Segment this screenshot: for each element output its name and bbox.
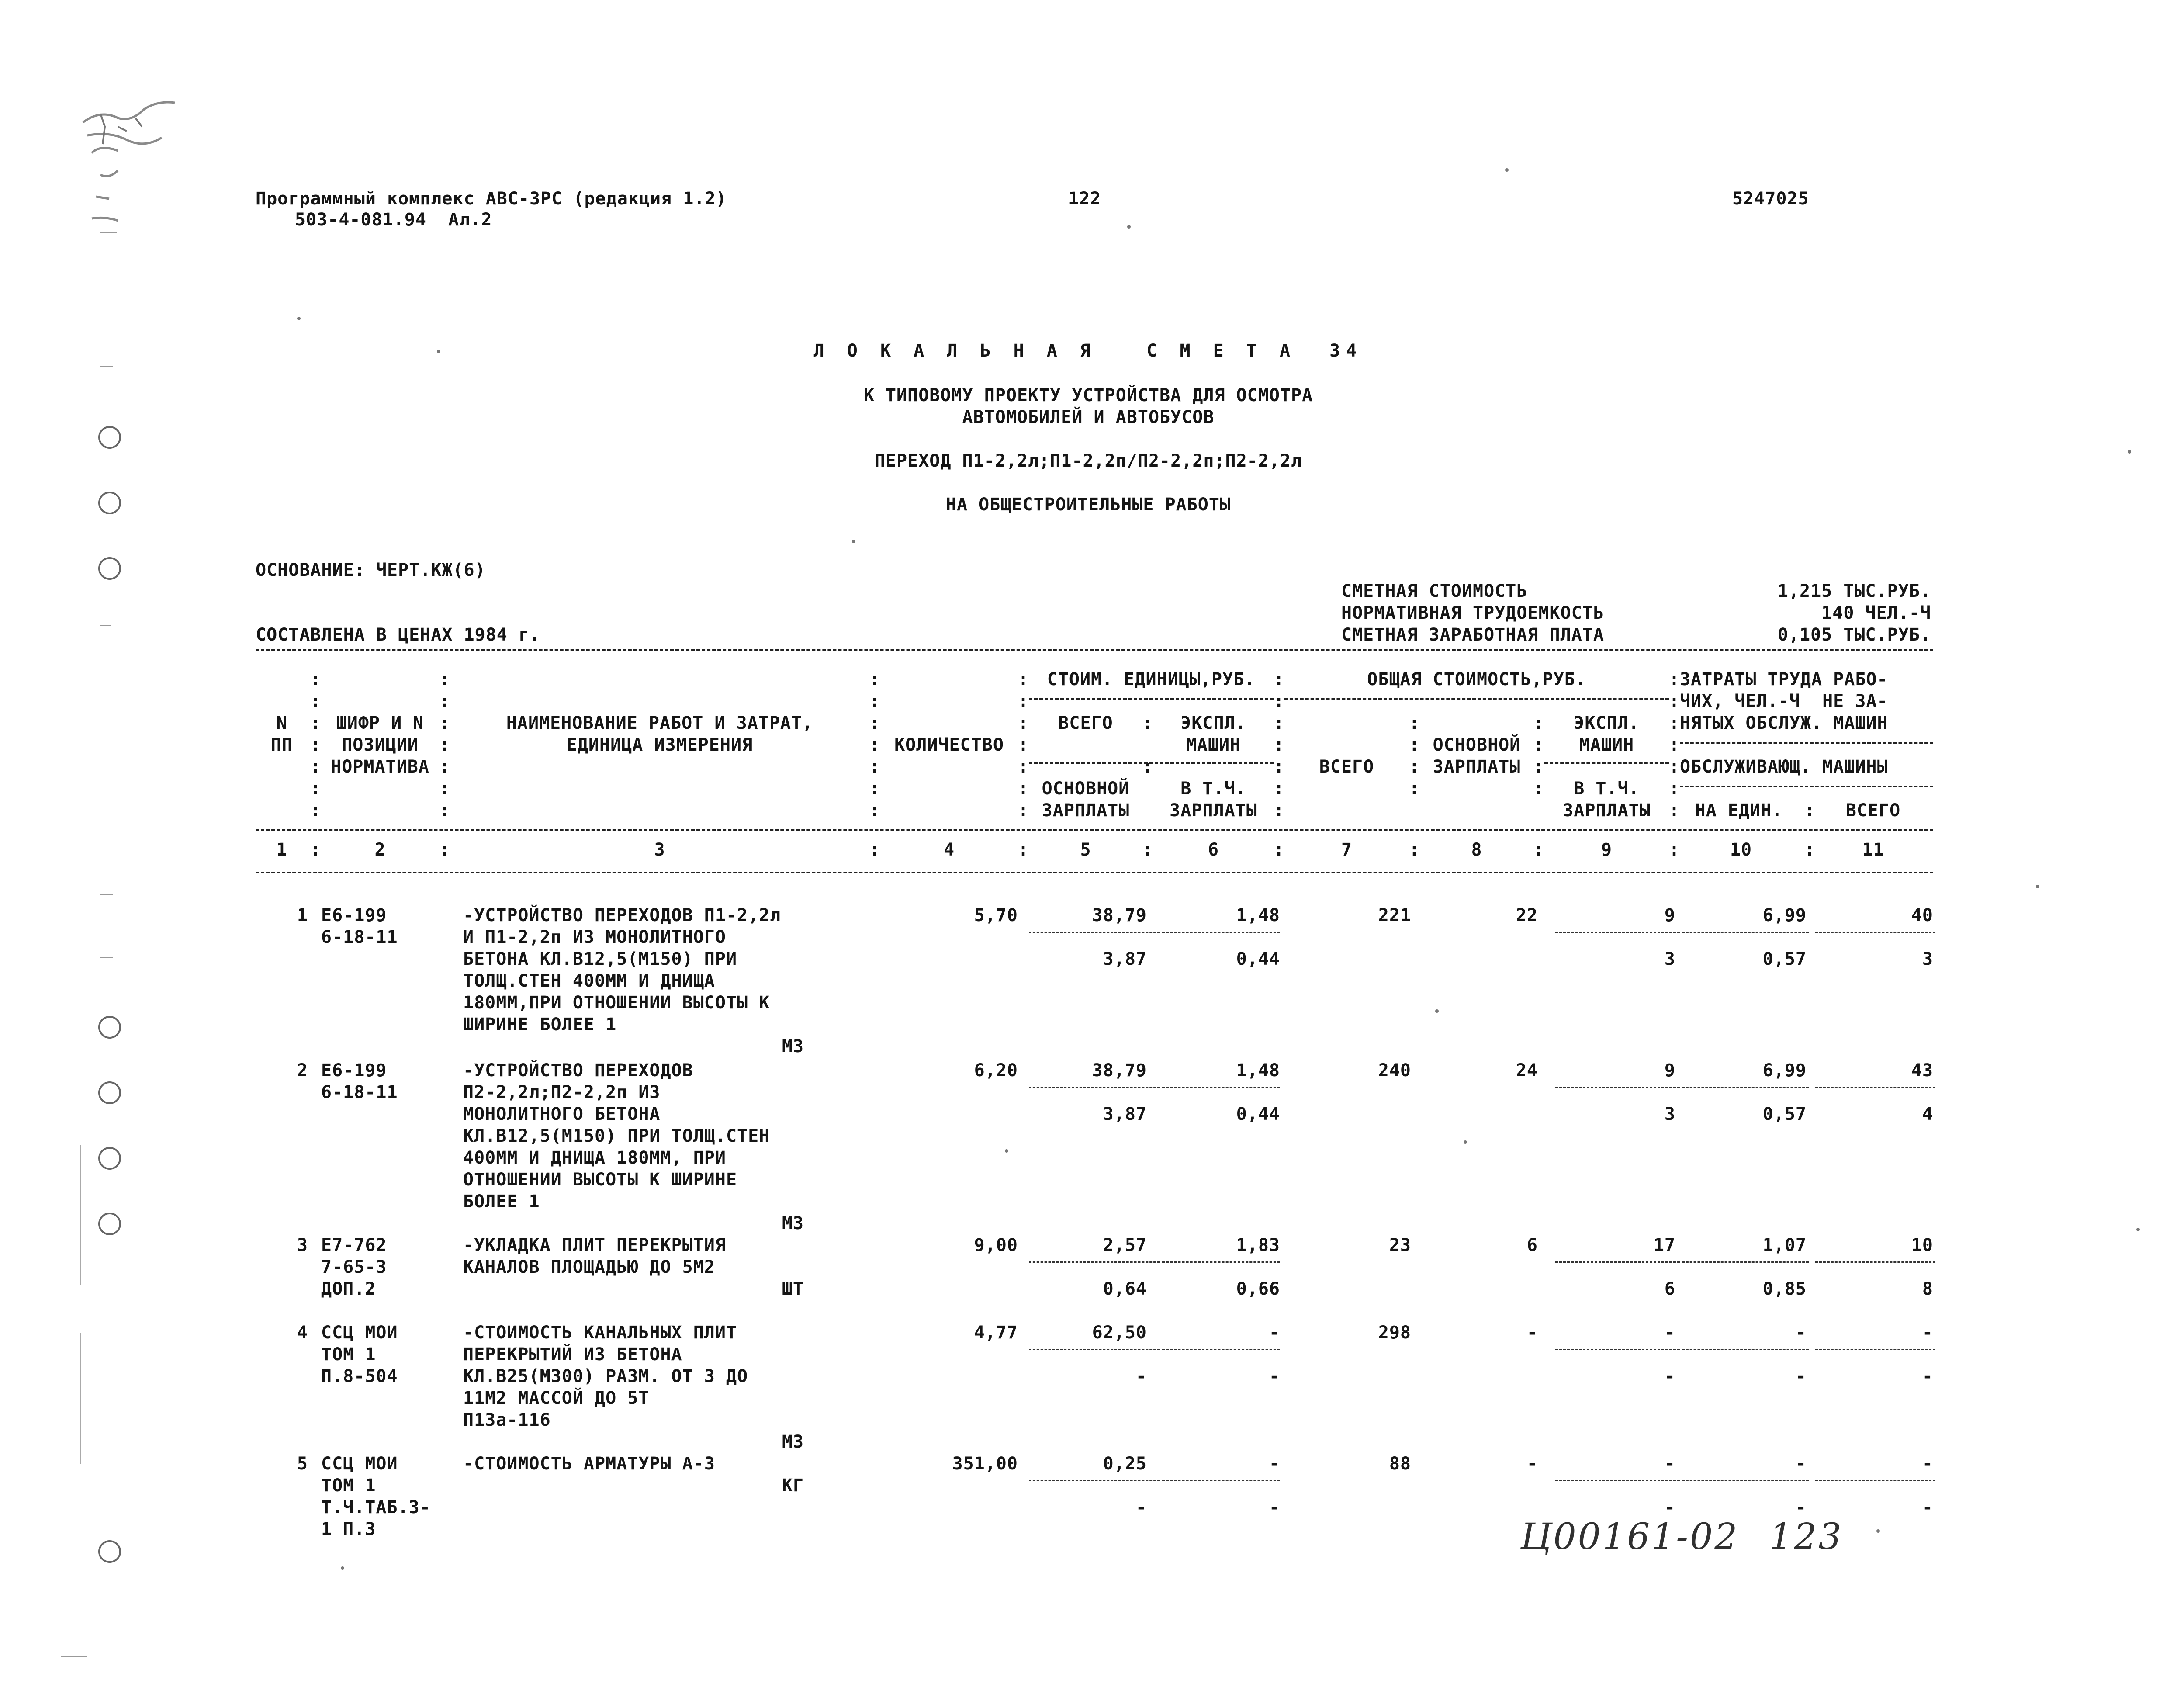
row-value-c9: 9	[1664, 1060, 1675, 1081]
document-id: 5247025	[1732, 189, 1809, 209]
cell-underline	[1815, 1261, 1935, 1263]
summary-label: СМЕТНАЯ СТОИМОСТЬ	[1341, 581, 1528, 601]
row-name: -УСТРОЙСТВО ПЕРЕХОДОВ П1-2,2л	[463, 905, 781, 925]
cell-underline	[1555, 1349, 1680, 1350]
scan-speck	[297, 317, 301, 320]
row-value-c11b: 8	[1922, 1279, 1933, 1299]
row-unit: ШТ	[782, 1279, 804, 1299]
scan-speck	[2036, 885, 2039, 888]
row-value-c6: 1,83	[1236, 1235, 1280, 1255]
cell-underline	[1682, 1087, 1809, 1088]
col-cipher: ПОЗИЦИИ	[342, 735, 419, 755]
col-labor: ЗАТРАТЫ ТРУДА РАБО-	[1680, 669, 1888, 689]
row-cipher: Е7-762	[321, 1235, 387, 1255]
row-name: КЛ.В12,5(М150) ПРИ ТОЛЩ.СТЕН	[463, 1126, 770, 1146]
row-cipher: 1 П.3	[321, 1519, 376, 1539]
col-unit-expl: ЭКСПЛ.	[1180, 713, 1246, 733]
col-unit-total: ВСЕГО	[1058, 713, 1113, 733]
title-line-1: К ТИПОВОМУ ПРОЕКТУ УСТРОЙСТВА ДЛЯ ОСМОТРА	[863, 385, 1313, 405]
corner-stamp	[74, 87, 232, 245]
program-name: Программный комплекс АВС-3РС (редакция 1.2)	[256, 189, 727, 209]
row-name: -УКЛАДКА ПЛИТ ПЕРЕКРЫТИЯ	[463, 1235, 726, 1255]
row-cipher: ТОМ 1	[321, 1344, 376, 1365]
cell-underline	[1029, 932, 1160, 933]
cell-underline	[1555, 1261, 1680, 1263]
summary-value: 140 ЧЕЛ.-Ч	[1821, 603, 1931, 623]
row-value-c9: 17	[1653, 1235, 1675, 1255]
cell-underline	[1162, 1480, 1280, 1481]
cell-underline	[1162, 1087, 1280, 1088]
row-value-c10b: 0,57	[1762, 949, 1807, 969]
row-name: -УСТРОЙСТВО ПЕРЕХОДОВ	[463, 1060, 693, 1081]
cell-underline	[1162, 1261, 1280, 1263]
col-quantity: КОЛИЧЕСТВО	[894, 735, 1004, 755]
row-value-c6: 1,48	[1236, 905, 1280, 925]
row-name: И П1-2,2п ИЗ МОНОЛИТНОГО	[463, 927, 726, 947]
col-cipher: ШИФР И N	[336, 713, 424, 733]
margin-mark	[100, 957, 113, 958]
col-unit-incl: В Т.Ч.	[1180, 779, 1246, 799]
cell-underline	[1815, 932, 1935, 933]
cell-underline	[1815, 1480, 1935, 1481]
cell-underline	[1555, 1087, 1680, 1088]
col-number: 9	[1601, 840, 1613, 860]
row-name: 11М2 МАССОЙ ДО 5Т	[463, 1388, 650, 1408]
cell-underline	[1029, 1349, 1160, 1350]
binder-hole	[98, 1016, 121, 1039]
row-name: КАНАЛОВ ПЛОЩАДЬЮ ДО 5М2	[463, 1257, 715, 1277]
scan-speck	[1005, 1149, 1008, 1153]
row-number: 2	[297, 1060, 308, 1081]
cell-underline	[1682, 1480, 1809, 1481]
row-cipher: ССЦ МОИ	[321, 1323, 398, 1343]
row-value-c11: 43	[1911, 1060, 1933, 1081]
row-value-qty: 4,77	[974, 1323, 1018, 1343]
margin-line	[80, 1145, 81, 1285]
row-value-c9: 9	[1664, 905, 1675, 925]
row-value-c11: -	[1922, 1454, 1933, 1474]
binder-hole	[98, 426, 121, 449]
basis: ОСНОВАНИЕ: ЧЕРТ.КЖ(6)	[256, 560, 486, 580]
row-value-c11: 40	[1911, 905, 1933, 925]
row-name: -СТОИМОСТЬ АРМАТУРЫ А-3	[463, 1454, 715, 1474]
row-value-c10: 6,99	[1762, 905, 1807, 925]
row-value-c10: 6,99	[1762, 1060, 1807, 1081]
row-value-c10b: 0,85	[1762, 1279, 1807, 1299]
row-number: 3	[297, 1235, 308, 1255]
row-value-qty: 6,20	[974, 1060, 1018, 1081]
row-value-c11b: -	[1922, 1497, 1933, 1517]
row-value-c5: 38,79	[1092, 1060, 1147, 1081]
title-line-3: ПЕРЕХОД П1-2,2л;П1-2,2п/П2-2,2п;П2-2,2л	[874, 451, 1302, 471]
row-unit: М3	[782, 1432, 804, 1452]
binder-hole	[98, 1540, 121, 1563]
row-cipher: ДОП.2	[321, 1279, 376, 1299]
row-value-c5b: 3,87	[1103, 949, 1147, 969]
row-value-c5b: -	[1135, 1497, 1147, 1517]
col-n: N	[276, 713, 287, 733]
row-value-c11b: 3	[1922, 949, 1933, 969]
row-cipher: Т.Ч.ТАБ.3-	[321, 1497, 431, 1517]
col-number: 7	[1341, 840, 1353, 860]
row-name: П2-2,2л;П2-2,2п ИЗ	[463, 1082, 661, 1102]
row-name: ПЕРЕКРЫТИЙ ИЗ БЕТОНА	[463, 1344, 682, 1365]
row-value-c11b: 4	[1922, 1104, 1933, 1124]
col-labor: ЧИХ, ЧЕЛ.-Ч НЕ ЗА-	[1680, 691, 1888, 711]
col-overall-base: ЗАРПЛАТЫ	[1433, 757, 1521, 777]
row-value-c6: 1,48	[1236, 1060, 1280, 1081]
col-overall-base: ОСНОВНОЙ	[1433, 735, 1521, 755]
row-value-c7: 221	[1378, 905, 1411, 925]
row-value-c5: 38,79	[1092, 905, 1147, 925]
scan-speck	[437, 350, 440, 353]
row-value-qty: 351,00	[952, 1454, 1018, 1474]
row-cipher: 6-18-11	[321, 1082, 398, 1102]
row-value-c6b: -	[1269, 1497, 1280, 1517]
row-name: ШИРИНЕ БОЛЕЕ 1	[463, 1015, 617, 1035]
row-cipher: ССЦ МОИ	[321, 1454, 398, 1474]
col-number: 6	[1208, 840, 1219, 860]
row-value-c9b: -	[1664, 1366, 1675, 1386]
col-number: 8	[1471, 840, 1482, 860]
summary-value: 0,105 ТЫС.РУБ.	[1777, 625, 1931, 645]
row-value-c10: -	[1795, 1454, 1807, 1474]
col-overall-cost: ОБЩАЯ СТОИМОСТЬ,РУБ.	[1367, 669, 1586, 689]
handwritten-reference: Ц00161-02	[1520, 1516, 1739, 1558]
col-number: 11	[1862, 840, 1884, 860]
binder-hole	[98, 492, 121, 514]
prices-year: СОСТАВЛЕНА В ЦЕНАХ 1984 г.	[256, 625, 541, 645]
row-value-c5: 62,50	[1092, 1323, 1147, 1343]
page-number: 122	[1068, 189, 1101, 209]
row-cipher: Е6-199	[321, 905, 387, 925]
row-value-c6: -	[1269, 1454, 1280, 1474]
row-value-c10b: 0,57	[1762, 1104, 1807, 1124]
scan-speck	[1505, 168, 1509, 172]
row-value-c6b: 0,66	[1236, 1279, 1280, 1299]
col-number: 10	[1730, 840, 1752, 860]
row-value-c11: -	[1922, 1323, 1933, 1343]
cell-underline	[1162, 1349, 1280, 1350]
scan-speck	[2136, 1228, 2140, 1231]
cell-underline	[1029, 1480, 1160, 1481]
cell-underline	[1682, 932, 1809, 933]
row-value-c10: -	[1795, 1323, 1807, 1343]
row-unit: М3	[782, 1213, 804, 1233]
col-overall-incl: В Т.Ч.	[1574, 779, 1640, 799]
col-overall-total: ВСЕГО	[1319, 757, 1374, 777]
col-overall-expl: ЭКСПЛ.	[1574, 713, 1640, 733]
row-cipher: Е6-199	[321, 1060, 387, 1081]
row-name: МОНОЛИТНОГО БЕТОНА	[463, 1104, 661, 1124]
title-line-4: НА ОБЩЕСТРОИТЕЛЬНЫЕ РАБОТЫ	[945, 495, 1231, 515]
col-number: 4	[943, 840, 955, 860]
document-code: 503-4-081.94 Ал.2	[295, 210, 492, 230]
col-labor-total: ВСЕГО	[1845, 800, 1901, 821]
scan-speck	[1127, 225, 1131, 229]
row-value-c5b: 3,87	[1103, 1104, 1147, 1124]
row-name: БОЛЕЕ 1	[463, 1192, 540, 1212]
row-value-c10b: -	[1795, 1366, 1807, 1386]
row-number: 1	[297, 905, 308, 925]
col-name: НАИМЕНОВАНИЕ РАБОТ И ЗАТРАТ,	[506, 713, 813, 733]
col-labor-per-unit: НА ЕДИН.	[1695, 800, 1783, 821]
row-unit: М3	[782, 1036, 804, 1057]
row-name: ОТНОШЕНИИ ВЫСОТЫ К ШИРИНЕ	[463, 1170, 737, 1190]
col-labor: НЯТЫХ ОБСЛУЖ. МАШИН	[1680, 713, 1888, 733]
row-value-c8: -	[1526, 1454, 1538, 1474]
row-value-c8: 6	[1526, 1235, 1538, 1255]
row-value-c6b: 0,44	[1236, 1104, 1280, 1124]
header-rule	[256, 872, 1933, 873]
col-name: ЕДИНИЦА ИЗМЕРЕНИЯ	[566, 735, 753, 755]
margin-mark	[100, 625, 111, 626]
row-value-c8: 24	[1516, 1060, 1538, 1081]
col-number: 2	[374, 840, 386, 860]
row-value-c7: 23	[1389, 1235, 1411, 1255]
row-value-qty: 9,00	[974, 1235, 1018, 1255]
row-value-c9: -	[1664, 1454, 1675, 1474]
margin-mark	[61, 1656, 87, 1657]
margin-mark	[100, 894, 113, 895]
col-unit-expl: МАШИН	[1186, 735, 1241, 755]
row-number: 4	[297, 1323, 308, 1343]
row-value-c11b: -	[1922, 1366, 1933, 1386]
col-unit-incl: ЗАРПЛАТЫ	[1170, 800, 1257, 821]
row-name: 400ММ И ДНИЩА 180ММ, ПРИ	[463, 1148, 726, 1168]
row-value-c9: -	[1664, 1323, 1675, 1343]
scan-speck	[852, 540, 855, 543]
row-value-c10: 1,07	[1762, 1235, 1807, 1255]
scan-speck	[1435, 1009, 1439, 1013]
row-value-qty: 5,70	[974, 905, 1018, 925]
summary-value: 1,215 ТЫС.РУБ.	[1777, 581, 1931, 601]
row-number: 5	[297, 1454, 308, 1474]
col-unit-base: ЗАРПЛАТЫ	[1042, 800, 1130, 821]
row-value-c11: 10	[1911, 1235, 1933, 1255]
col-n: ПП	[270, 735, 293, 755]
cell-underline	[1815, 1087, 1935, 1088]
row-value-c8: -	[1526, 1323, 1538, 1343]
cell-underline	[1162, 932, 1280, 933]
header-rule	[256, 649, 1933, 651]
binder-hole	[98, 1081, 121, 1104]
cell-underline	[1029, 1087, 1160, 1088]
col-number: 1	[276, 840, 287, 860]
row-value-c5b: -	[1135, 1366, 1147, 1386]
row-value-c7: 88	[1389, 1454, 1411, 1474]
binder-hole	[98, 1213, 121, 1235]
scan-speck	[1464, 1140, 1467, 1144]
scan-speck	[1876, 1529, 1880, 1533]
row-unit: КГ	[782, 1476, 804, 1496]
col-cipher: НОРМАТИВА	[331, 757, 429, 777]
page-title: Л О К А Л Ь Н А Я С М Е Т А 34	[813, 341, 1363, 361]
summary-label: НОРМАТИВНАЯ ТРУДОЕМКОСТЬ	[1341, 603, 1604, 623]
binder-hole	[98, 557, 121, 580]
row-value-c9b: 3	[1664, 949, 1675, 969]
header-rule	[256, 829, 1933, 831]
row-value-c5: 2,57	[1103, 1235, 1147, 1255]
row-cipher: 6-18-11	[321, 927, 398, 947]
handwritten-page-number: 123	[1769, 1516, 1843, 1558]
row-name: ТОЛЩ.СТЕН 400ММ И ДНИЩА	[463, 971, 715, 991]
margin-mark	[100, 366, 113, 367]
scan-speck	[2128, 450, 2131, 454]
row-name: 180ММ,ПРИ ОТНОШЕНИИ ВЫСОТЫ К	[463, 993, 770, 1013]
row-name: П13а-116	[463, 1410, 551, 1430]
cell-underline	[1815, 1349, 1935, 1350]
row-value-c10b: -	[1795, 1497, 1807, 1517]
title-line-2: АВТОМОБИЛЕЙ И АВТОБУСОВ	[962, 407, 1215, 427]
col-overall-incl: ЗАРПЛАТЫ	[1563, 800, 1651, 821]
cell-underline	[1029, 1261, 1160, 1263]
margin-line	[80, 1333, 81, 1464]
row-value-c9b: -	[1664, 1497, 1675, 1517]
cell-underline	[1682, 1349, 1809, 1350]
col-overall-expl: МАШИН	[1579, 735, 1634, 755]
row-value-c8: 22	[1516, 905, 1538, 925]
col-number: 3	[654, 840, 665, 860]
row-value-c9b: 3	[1664, 1104, 1675, 1124]
row-value-c6: -	[1269, 1323, 1280, 1343]
summary-label: СМЕТНАЯ ЗАРАБОТНАЯ ПЛАТА	[1341, 625, 1604, 645]
row-value-c9b: 6	[1664, 1279, 1675, 1299]
col-number: 5	[1080, 840, 1091, 860]
row-name: -СТОИМОСТЬ КАНАЛЬНЫХ ПЛИТ	[463, 1323, 737, 1343]
col-unit-cost: СТОИМ. ЕДИНИЦЫ,РУБ.	[1047, 669, 1256, 689]
row-name: БЕТОНА КЛ.В12,5(М150) ПРИ	[463, 949, 737, 969]
row-value-c5: 0,25	[1103, 1454, 1147, 1474]
col-labor: ОБСЛУЖИВАЮЩ. МАШИНЫ	[1680, 757, 1888, 777]
cell-underline	[1682, 1261, 1809, 1263]
row-value-c6b: 0,44	[1236, 949, 1280, 969]
row-value-c7: 240	[1378, 1060, 1411, 1081]
row-value-c6b: -	[1269, 1366, 1280, 1386]
row-name: КЛ.В25(М300) РАЗМ. ОТ 3 ДО	[463, 1366, 748, 1386]
row-value-c7: 298	[1378, 1323, 1411, 1343]
row-value-c5b: 0,64	[1103, 1279, 1147, 1299]
cell-underline	[1555, 1480, 1680, 1481]
row-cipher: ТОМ 1	[321, 1476, 376, 1496]
cell-underline	[1555, 932, 1680, 933]
scan-speck	[341, 1566, 344, 1570]
row-cipher: П.8-504	[321, 1366, 398, 1386]
row-cipher: 7-65-3	[321, 1257, 387, 1277]
binder-hole	[98, 1147, 121, 1170]
col-unit-base: ОСНОВНОЙ	[1042, 779, 1130, 799]
